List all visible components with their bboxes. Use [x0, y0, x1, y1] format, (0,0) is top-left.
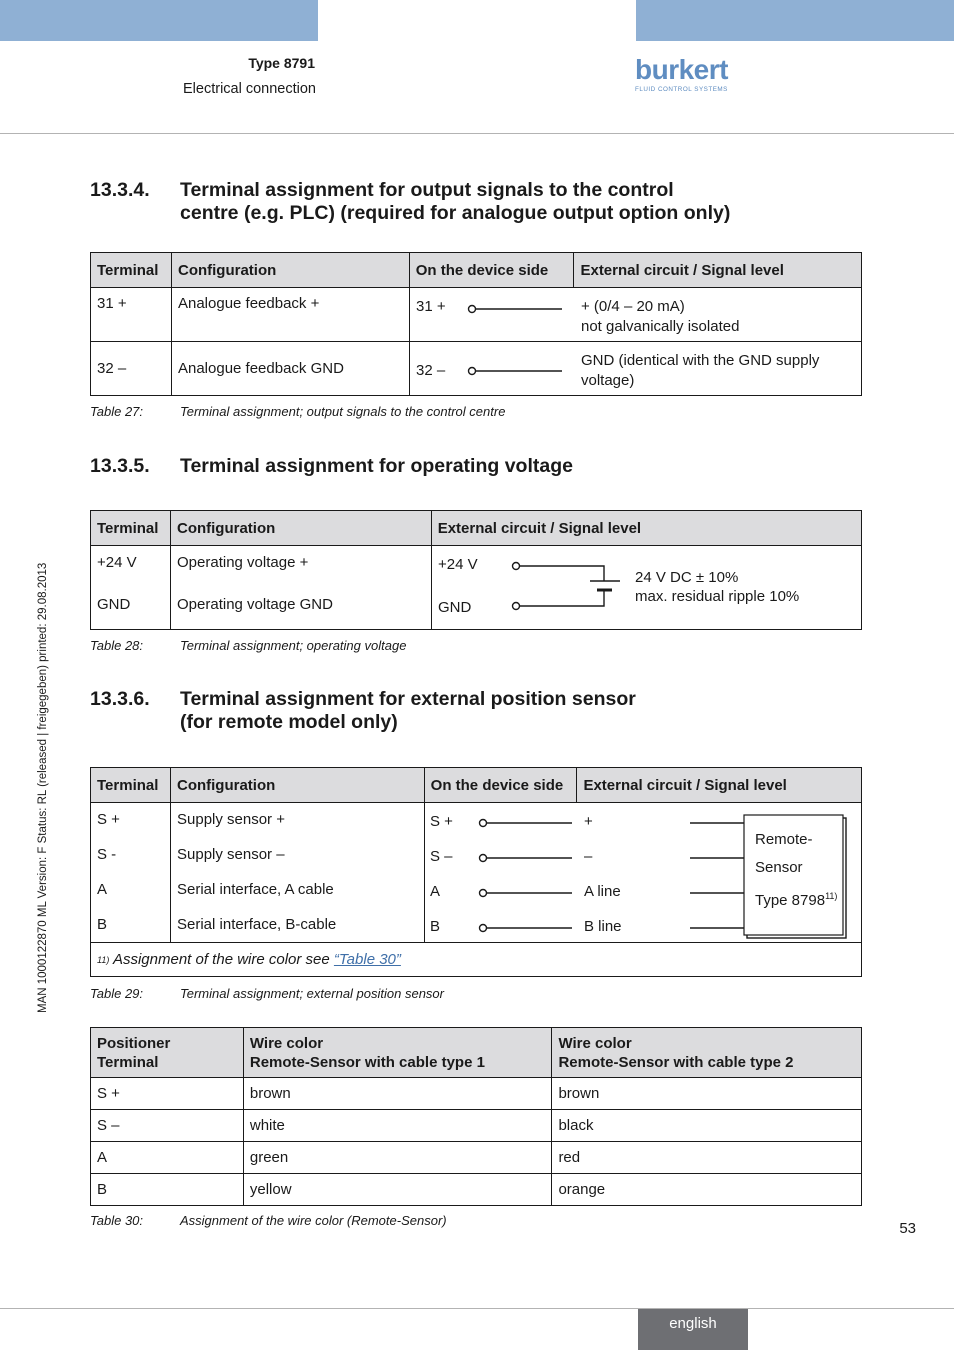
terminal-node-icon	[480, 925, 487, 932]
col-header: Configuration	[170, 768, 424, 803]
cell: brown	[552, 1078, 862, 1110]
caption-label: Table 27:	[90, 404, 144, 419]
ext-s-minus: –	[584, 848, 593, 865]
cell: yellow	[243, 1174, 552, 1206]
cell: black	[552, 1110, 862, 1142]
ext-s-plus: +	[584, 813, 593, 830]
col-header: External circuit / Signal level	[577, 768, 862, 803]
col-header: On the device side	[424, 768, 577, 803]
terminal-s-plus: S +	[97, 811, 120, 828]
col-header	[552, 1028, 862, 1078]
logo-tagline: FLUID CONTROL SYSTEMS	[635, 86, 728, 93]
cell: red	[552, 1142, 862, 1174]
col-header: Terminal	[91, 768, 171, 803]
device-terminal-32: 32 –	[416, 362, 446, 379]
terminal-gnd: GND	[97, 596, 131, 613]
ext-b: B line	[584, 918, 622, 935]
col-header: External circuit / Signal level	[431, 511, 861, 546]
sensor-label-line2: Sensor	[755, 859, 803, 876]
device-s-minus: S –	[430, 848, 453, 865]
col-header	[243, 1028, 552, 1078]
signal-31-line1: + (0/4 – 20 mA)	[581, 298, 685, 315]
signal-32-line1: GND (identical with the GND supply	[581, 352, 820, 369]
terminal-b: B	[97, 916, 108, 933]
terminal-a: A	[97, 881, 108, 898]
doc-type: Type 8791	[248, 55, 315, 71]
col-header: External circuit / Signal level	[574, 253, 862, 288]
device-terminal-31: 31 +	[416, 298, 446, 315]
header-line2: Terminal	[97, 1053, 159, 1071]
cell: S –	[91, 1110, 244, 1142]
signal-32-line2: voltage)	[581, 372, 635, 389]
header-line2: Remote-Sensor with cable type 1	[249, 1053, 485, 1071]
doc-subtitle: Electrical connection	[183, 81, 316, 97]
caption-text: Terminal assignment; external position sensor	[180, 986, 444, 1001]
caption-label: Table 29:	[90, 986, 144, 1001]
footnote-ref: 11)	[825, 891, 838, 901]
cell: green	[243, 1142, 552, 1174]
document-meta: MAN 1000122870 ML Version: F Status: RL (released | freigegeben) printed: 29.08.2013	[37, 562, 49, 1013]
config-gnd: Operating voltage GND	[177, 596, 333, 613]
table-row	[91, 1174, 862, 1206]
section-title-line2: (for remote model only)	[180, 711, 398, 733]
sensor-label-line1: Remote-	[755, 831, 813, 848]
col-header	[91, 1028, 244, 1078]
device-s-plus: S +	[430, 813, 453, 830]
table-30	[90, 1027, 862, 1206]
cell-terminal: 31 +	[91, 288, 172, 342]
config-s-minus: Supply sensor –	[177, 846, 285, 863]
cell: orange	[552, 1174, 862, 1206]
terminal-node-icon	[480, 855, 487, 862]
footnote-number: 11)	[97, 955, 110, 965]
signal-31-line2: not galvanically isolated	[581, 318, 740, 335]
caption-text: Terminal assignment; output signals to the control centre	[180, 404, 506, 419]
col-header: Configuration	[170, 511, 431, 546]
terminal-s-minus: S -	[97, 846, 117, 863]
section-number: 13.3.6.	[90, 688, 150, 710]
language-tab: english	[638, 1309, 748, 1350]
terminal-24v: +24 V	[97, 554, 137, 571]
footnote-link[interactable]: “Table 30”	[333, 951, 401, 968]
col-header: Terminal	[91, 253, 172, 288]
ext-gnd: GND	[438, 599, 472, 616]
section-title-line1: Terminal assignment for external position sensor	[180, 688, 636, 710]
page-number: 53	[899, 1220, 916, 1237]
ext-a: A line	[584, 883, 621, 900]
section-number: 13.3.4.	[90, 179, 150, 201]
footer-rule	[0, 1308, 954, 1309]
config-b: Serial interface, B-cable	[177, 916, 337, 933]
section-title: Terminal assignment for operating voltage	[180, 455, 573, 477]
section-title-line2: centre (e.g. PLC) (required for analogue output option only)	[180, 202, 731, 224]
caption-label: Table 28:	[90, 638, 144, 653]
table-row	[91, 1110, 862, 1142]
terminal-node-icon	[480, 820, 487, 827]
signal-level-line1: 24 V DC ± 10%	[635, 569, 739, 586]
cell: brown	[243, 1078, 552, 1110]
config-a: Serial interface, A cable	[177, 881, 334, 898]
footnote-text: Assignment of the wire color see	[112, 951, 334, 968]
cell: S +	[91, 1078, 244, 1110]
ext-24v: +24 V	[438, 556, 478, 573]
sensor-type: Type 8798	[755, 892, 826, 909]
device-b: B	[430, 918, 441, 935]
signal-level-line2: max. residual ripple 10%	[635, 588, 800, 605]
table-row	[91, 1078, 862, 1110]
terminal-node-icon	[480, 890, 487, 897]
config-s-plus: Supply sensor +	[177, 811, 285, 828]
col-header: Terminal	[91, 511, 171, 546]
col-header: Configuration	[171, 253, 409, 288]
section-number: 13.3.5.	[90, 455, 150, 477]
cell: white	[243, 1110, 552, 1142]
footnote	[97, 950, 401, 970]
caption-text: Terminal assignment; operating voltage	[180, 638, 407, 653]
table-row	[91, 1142, 862, 1174]
logo-word: burkert	[635, 54, 728, 85]
caption-label: Table 30:	[90, 1213, 144, 1228]
header-line1: Wire color	[558, 1034, 632, 1052]
header-line2: Remote-Sensor with cable type 2	[558, 1053, 794, 1071]
cell-config: Analogue feedback +	[171, 288, 409, 342]
header-line1: Wire color	[249, 1034, 324, 1052]
config-24v: Operating voltage +	[177, 554, 309, 571]
header-line1: Positioner	[97, 1034, 171, 1052]
device-a: A	[430, 883, 441, 900]
section-title-line1: Terminal assignment for output signals to the control	[180, 179, 674, 201]
cell: B	[91, 1174, 244, 1206]
caption-text: Assignment of the wire color (Remote-Sensor)	[180, 1213, 447, 1228]
cell-terminal: 32 –	[91, 342, 172, 396]
col-header: On the device side	[409, 253, 574, 288]
sensor-label-line3	[755, 887, 837, 910]
cell-config: Analogue feedback GND	[171, 342, 409, 396]
cell: A	[91, 1142, 244, 1174]
